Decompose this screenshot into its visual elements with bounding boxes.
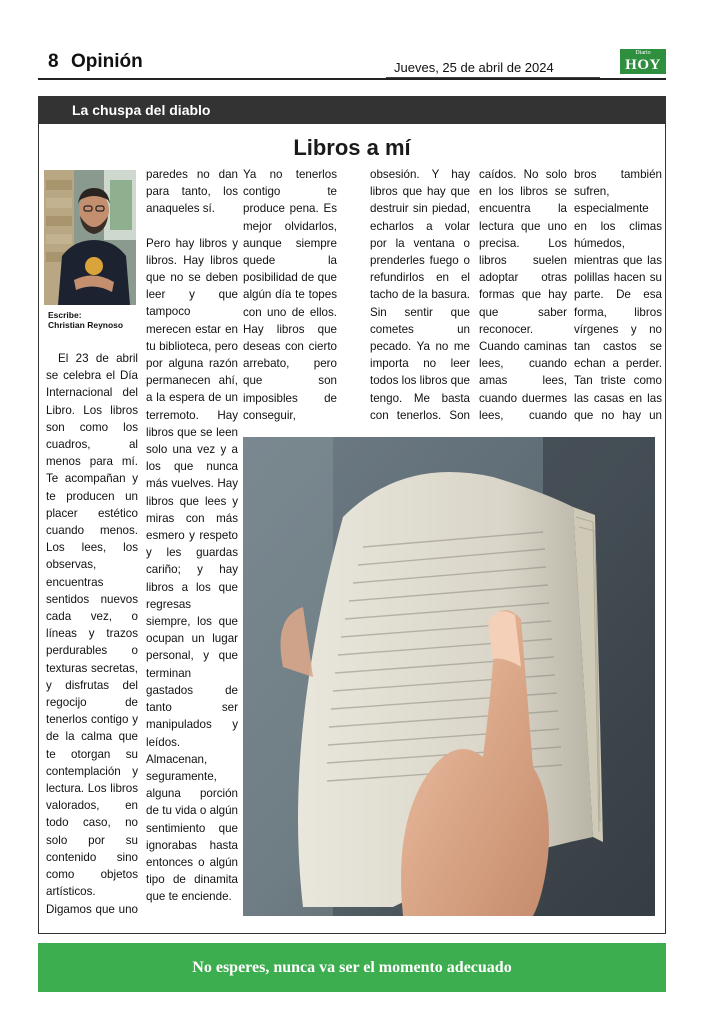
column-header-bar bbox=[39, 97, 665, 124]
byline bbox=[48, 310, 123, 330]
paragraph: paredes no dan para tanto, los anaqueles sí. bbox=[146, 168, 238, 216]
paragraph: El 23 de abril se celebra el Día Internacional del Libro. Los libros son como los cuadros, al menos para mí. Te acompañan y te producen un placer estético cuando menos. Los lees, los observas, encuentras sentidos nuevos cada vez, o líneas y trazos perdurables o texturas secretas, y disfrutas del regocijo de tenerlos contigo y de la calma que te otorgan su contemplación y lectura. Los libros valorados, en todo caso, no solo por su contenido sino como objetos artísticos. Digamos que uno bbox=[46, 352, 138, 916]
paragraph: caídos. No solo en los libros se encuentra la lectura que uno precisa. Los libros suelen adoptar otras formas que hay que saber reconocer. Cuando caminas lees, cuando amas lees, cuando duermes lees, cuando bbox=[479, 168, 567, 422]
article-title: Libros a mí bbox=[293, 135, 411, 160]
author-photo bbox=[44, 170, 136, 305]
article-column-3 bbox=[243, 166, 337, 424]
paragraph: bros también sufren, especialmente en los climas húmedos, mientras que las polillas hacen su parte. De esa forma, libros vírgenes y no tan castos se echan a perder. Tan triste como las casas en las que no hay un bbox=[574, 168, 662, 422]
author-name: Christian Reynoso bbox=[48, 320, 124, 330]
column-name: La chuspa del diablo bbox=[72, 102, 211, 118]
issue-date: Jueves, 25 de abril de 2024 bbox=[394, 60, 554, 75]
slogan-banner: No esperes, nunca va ser el momento adecuado bbox=[38, 943, 666, 992]
section-title: Opinión bbox=[71, 51, 143, 72]
paragraph: obsesión. Y hay libros que hay que destruir sin piedad, echarlos a volar por la ventana o prenderles fuego o refundirlos en el tacho de la basura. Sin sentir que cometes un pecado. Ya no me importa no leer todos los libros que tengo. Me basta con tenerlos. Son bbox=[370, 168, 470, 422]
article-column-5 bbox=[479, 166, 567, 424]
newspaper-logo bbox=[620, 49, 666, 74]
article-column-4 bbox=[370, 166, 470, 424]
article-column-6 bbox=[574, 166, 662, 424]
logo-main-text: HOY bbox=[625, 57, 661, 73]
article-column-2 bbox=[146, 166, 238, 926]
book-photo bbox=[243, 437, 655, 916]
paragraph: Ya no tenerlos contigo te produce pena. Es mejor olvidarlos, aunque siempre quede la posibilidad de que algún día te topes con uno de ellos. Hay libros que deseas con cierto arrebato, pero que son imposibles de conseguir, bbox=[243, 168, 337, 422]
byline-label: Escribe: bbox=[48, 310, 82, 320]
header-divider bbox=[38, 78, 666, 80]
paragraph bbox=[146, 923, 238, 926]
article-frame bbox=[38, 96, 666, 934]
paragraph: Pero hay libros y libros. Hay libros que no se deben leer y que tampoco merecen estar en tu biblioteca, pero por alguna razón permanecen ahí, a la espera de un terremoto. Hay libros que se leen solo una vez y a los que nunca más vuelves. Hay libros que lees y miras con más esmero y respeto y les guardas cariño; y hay libros a los que regresas siempre, los que ocupan un lugar personal, y que terminan gastados de tanto ser manipulados y leídos. Almacenan, seguramente, alguna porción de tu vida o algún sentimiento que ignorabas hasta entonces o algún tipo de dinamita que te enciende. bbox=[146, 236, 238, 904]
article-column-1 bbox=[46, 350, 138, 920]
logo-small-text: Diario bbox=[635, 50, 651, 56]
page-number: 8 bbox=[48, 51, 59, 72]
